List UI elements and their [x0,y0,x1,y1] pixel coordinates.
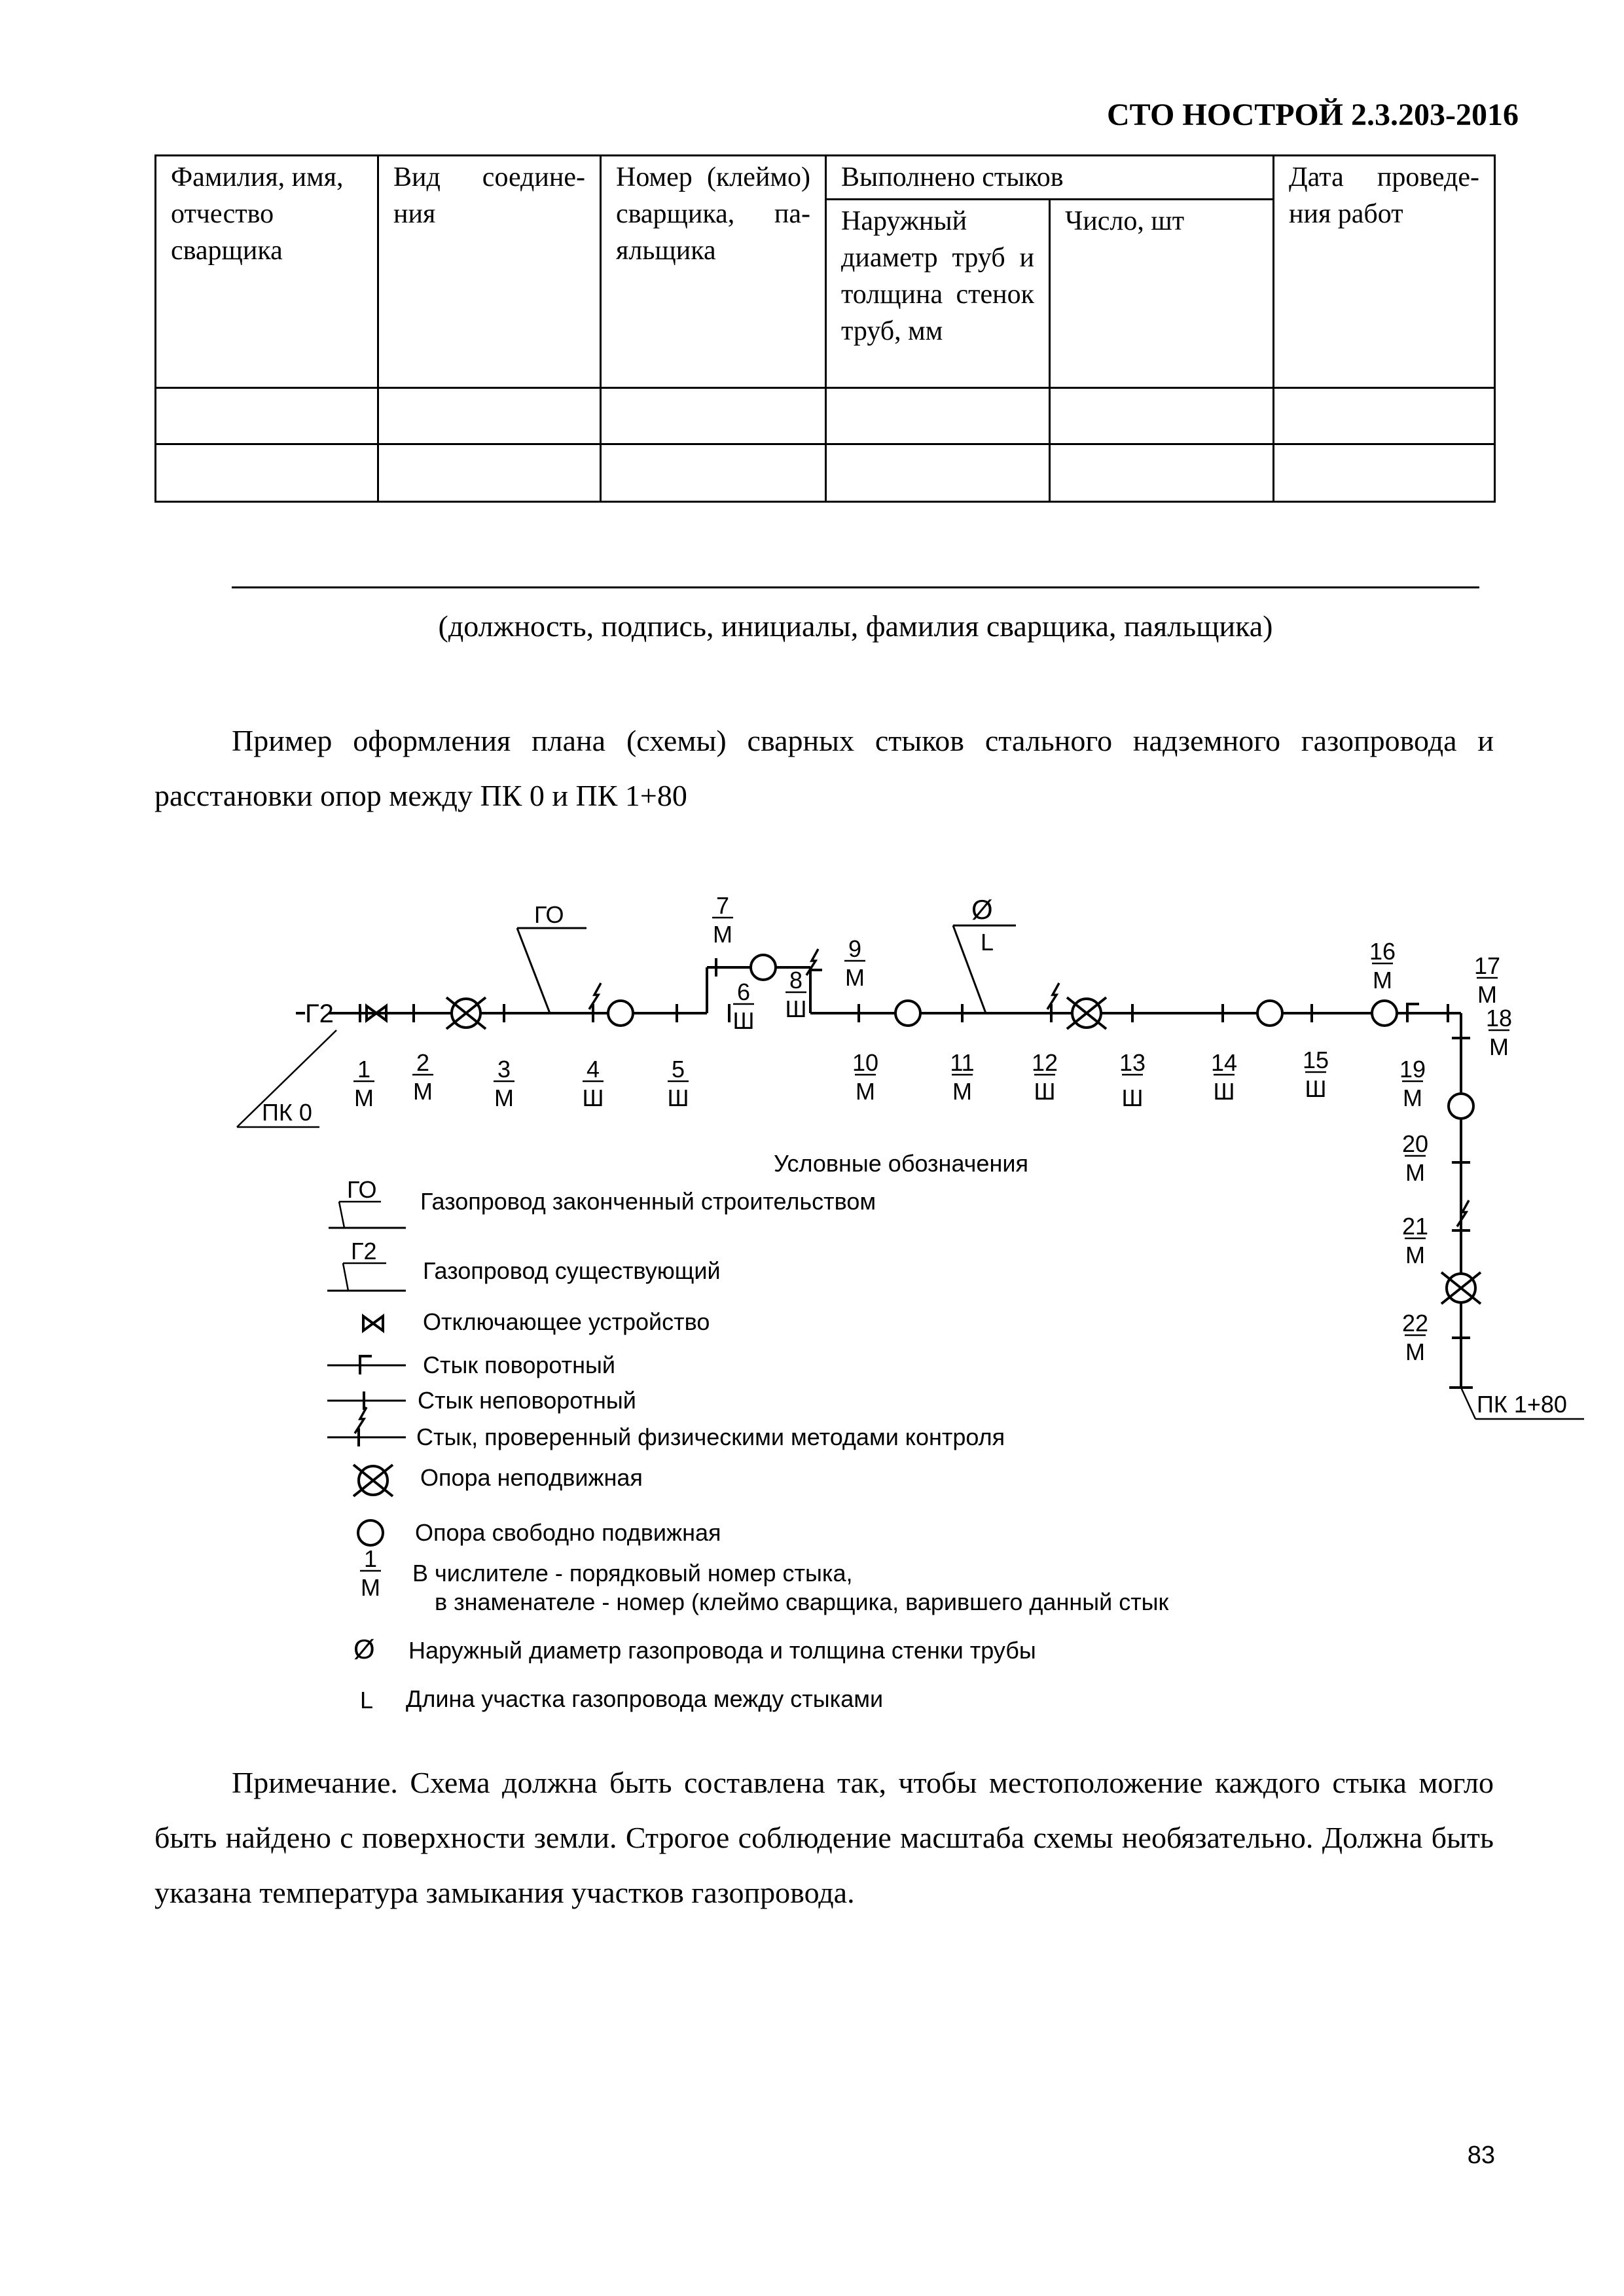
legend [327,1150,1169,1713]
joint-label [583,1056,604,1111]
svg-text:Ш: Ш [1305,1075,1327,1102]
svg-text:7: 7 [715,892,730,919]
header-joints-done: Выполнено стыков [826,156,1274,200]
pk-end-label: ПК 1+80 [1477,1391,1567,1418]
legend-rotary: Стык поворотный [423,1352,615,1378]
svg-text:М: М [845,964,865,991]
header-pipe-diameter: Наружный диаметр труб и толщина стенок труб, мм [826,200,1050,388]
joint-label [1119,1049,1146,1111]
svg-text:Ø: Ø [353,1634,375,1664]
legend-existing: Газопровод существующий [423,1257,721,1284]
joint-label [1211,1049,1237,1105]
joint-label [1486,1005,1512,1060]
header-joint-type: Вид соедине-ния [378,156,601,388]
svg-text:L: L [360,1687,374,1713]
svg-text:12: 12 [1031,1049,1058,1076]
header-work-date: Дата проведе-ния работ [1274,156,1495,388]
joint-label [733,978,755,1034]
joint-label [785,967,807,1022]
legend-fixed-joint: Стык неповоротный [418,1387,636,1414]
document-code: СТО НОСТРОЙ 2.3.203-2016 [1106,98,1519,132]
legend-tested: Стык, проверенный физическими методами контроля [416,1424,1005,1450]
svg-text:Ш: Ш [1121,1085,1144,1111]
legend-fraction-line1: В числителе - порядковый номер стыка, [412,1560,853,1587]
svg-text:Ш: Ш [785,996,807,1022]
svg-text:Ш: Ш [732,1007,755,1034]
svg-text:М: М [494,1085,514,1111]
svg-text:Ш: Ш [1034,1078,1056,1105]
svg-text:21: 21 [1401,1213,1429,1240]
note-paragraph: Примечание. Схема должна быть составлена так, чтобы местоположение каждого стыка могло быть найдено с поверхности земли. Строгое соблюдение масштаба схемы необязательно. Должна быть указана температура замыкания участков газопровода. [154,1766,1494,1909]
signature-caption: (должность, подпись, инициалы, фамилия сварщика, паяльщика) [438,609,1273,643]
joint-label [412,1049,433,1105]
svg-text:М: М [413,1078,433,1105]
svg-text:М: М [361,1574,380,1601]
svg-text:20: 20 [1401,1130,1429,1157]
svg-text:2: 2 [416,1049,430,1076]
legend-shutoff: Отключающее устройство [423,1308,710,1335]
svg-text:М: М [1373,967,1392,994]
svg-text:М: М [856,1078,875,1105]
svg-text:1: 1 [363,1545,378,1572]
header-welder-name: Фамилия, имя, отчество сварщика [156,156,378,388]
joint-label [1032,1049,1058,1105]
svg-text:М: М [1489,1033,1509,1060]
legend-diameter: Наружный диаметр газопровода и толщина стенки трубы [408,1637,1036,1664]
joint-label [668,1056,689,1111]
joint-label [1399,1056,1426,1111]
svg-text:М: М [354,1085,374,1111]
joint-label [1402,1310,1428,1365]
joint-label [1369,938,1396,994]
svg-text:14: 14 [1210,1049,1238,1076]
joint-label [1402,1213,1428,1268]
svg-text:10: 10 [852,1049,879,1076]
svg-text:6: 6 [736,978,751,1005]
legend-length: Длина участка газопровода между стыками [406,1685,884,1712]
svg-text:М: М [1403,1085,1422,1111]
svg-text:9: 9 [848,935,862,962]
svg-text:5: 5 [671,1056,685,1083]
svg-text:ГО: ГО [347,1176,377,1203]
joint-label [712,892,733,948]
legend-fixed-support: Опора неподвижная [420,1464,643,1491]
page-number: 83 [1467,2142,1495,2169]
svg-text:Ш: Ш [1213,1078,1235,1105]
svg-text:М: М [1405,1159,1425,1186]
svg-text:8: 8 [789,967,803,994]
svg-text:15: 15 [1302,1047,1329,1073]
legend-fraction-line2: в знаменателе - номер (клеймо сварщика, варившего данный стык [435,1588,1169,1615]
length-symbol: L [981,929,994,956]
svg-text:3: 3 [497,1056,511,1083]
pk-start-label: ПК 0 [262,1099,312,1126]
svg-text:М: М [1405,1242,1425,1268]
svg-text:Ш: Ш [582,1085,604,1111]
svg-text:13: 13 [1119,1049,1146,1076]
legend-sliding-support: Опора свободно подвижная [415,1519,721,1546]
svg-text:16: 16 [1369,938,1396,965]
joint-label [950,1049,974,1105]
joint-label [1402,1130,1428,1186]
svg-text:М: М [1405,1338,1425,1365]
svg-text:4: 4 [586,1056,600,1083]
svg-text:Ш: Ш [667,1085,689,1111]
svg-text:17: 17 [1473,952,1501,979]
svg-text:М: М [1477,981,1497,1008]
header-welder-stamp: Номер (клеймо) сварщика, па-яльщика [601,156,826,388]
legend-finished: Газопровод законченный строительством [420,1188,876,1215]
existing-gas-tag: Г2 [305,999,334,1028]
joint-label [1303,1047,1329,1102]
diameter-symbol: Ø [971,894,993,925]
joint-label [1474,952,1500,1008]
intro-paragraph: Пример оформления плана (схемы) сварных стыков стального надземного газопровода и расстановки опор между ПК 0 и ПК 1+80 [154,724,1494,812]
svg-text:М: М [952,1078,972,1105]
svg-text:18: 18 [1485,1005,1513,1031]
svg-text:19: 19 [1399,1056,1426,1083]
finished-gas-tag: ГО [534,901,564,928]
joint-label [852,1049,878,1105]
svg-text:Г2: Г2 [351,1238,377,1265]
svg-text:22: 22 [1401,1310,1429,1336]
joint-label [353,1056,374,1111]
svg-text:11: 11 [950,1049,975,1076]
joint-label [844,935,865,991]
svg-text:1: 1 [357,1056,371,1083]
header-joint-count: Число, шт [1050,200,1274,388]
joint-label [494,1056,514,1111]
legend-title: Условные обозначения [774,1150,1028,1177]
svg-text:М: М [713,921,732,948]
